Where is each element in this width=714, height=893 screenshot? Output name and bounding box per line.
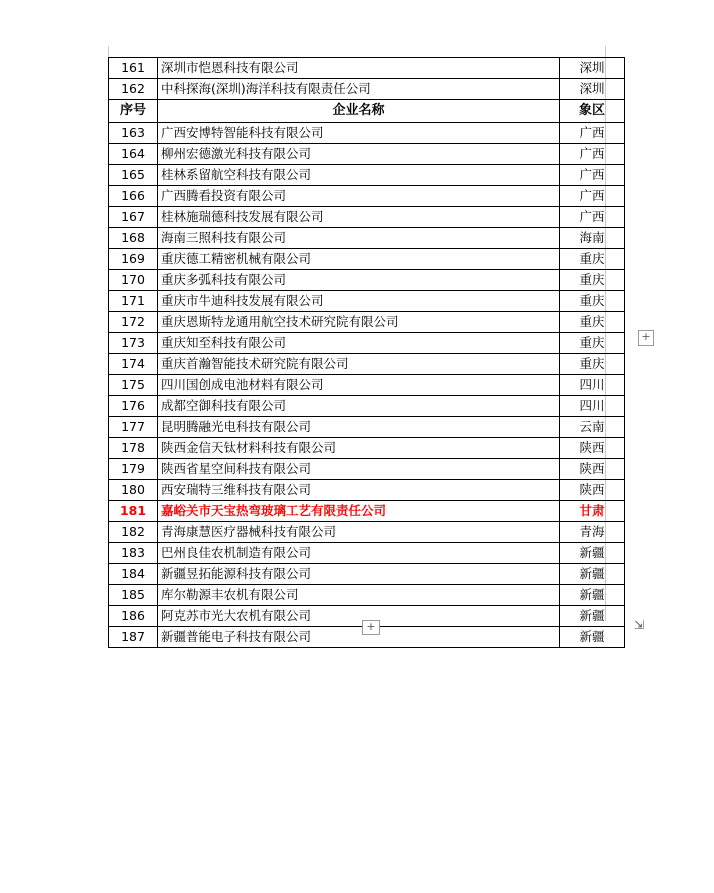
add-row-button[interactable]: + (362, 620, 380, 635)
cell-company-name: 陕西金信天钛材料科技有限公司 (158, 438, 560, 459)
cell-index: 171 (109, 291, 158, 312)
table-row (109, 543, 625, 564)
table-row (109, 480, 625, 501)
cell-company-name: 中科探海(深圳)海洋科技有限责任公司 (158, 79, 560, 100)
cell-company-name: 重庆首瀚智能技术研究院有限公司 (158, 354, 560, 375)
company-list-table (108, 57, 625, 648)
cell-region: 云南 (560, 417, 625, 438)
cell-index: 167 (109, 207, 158, 228)
company-list-table-wrapper (108, 57, 605, 648)
table-row (109, 438, 625, 459)
cell-index: 181 (109, 501, 158, 522)
cell-index: 186 (109, 606, 158, 627)
cell-index: 170 (109, 270, 158, 291)
cell-company-name: 重庆多弧科技有限公司 (158, 270, 560, 291)
cell-region: 重庆 (560, 312, 625, 333)
cell-company-name: 四川国创成电池材料有限公司 (158, 375, 560, 396)
table-row (109, 144, 625, 165)
cell-index: 162 (109, 79, 158, 100)
cell-region: 四川 (560, 396, 625, 417)
cell-index: 165 (109, 165, 158, 186)
cell-region: 重庆 (560, 333, 625, 354)
table-resize-handle[interactable]: ⇲ (633, 618, 645, 632)
cell-index: 169 (109, 249, 158, 270)
cell-region: 新疆 (560, 564, 625, 585)
cell-company-name: 重庆市牛迪科技发展有限公司 (158, 291, 560, 312)
cell-region: 青海 (560, 522, 625, 543)
table-row (109, 501, 625, 522)
table-row (109, 207, 625, 228)
cell-region: 深圳 (560, 79, 625, 100)
table-row (109, 291, 625, 312)
table-row (109, 396, 625, 417)
cell-region: 海南 (560, 228, 625, 249)
cell-region: 重庆 (560, 249, 625, 270)
table-row (109, 522, 625, 543)
cell-company-name: 桂林系留航空科技有限公司 (158, 165, 560, 186)
table-row (109, 249, 625, 270)
cell-region: 新疆 (560, 606, 625, 627)
cell-region: 新疆 (560, 543, 625, 564)
cell-company-name: 深圳市恺恩科技有限公司 (158, 58, 560, 79)
cell-index: 163 (109, 123, 158, 144)
cell-region: 广西 (560, 123, 625, 144)
table-row (109, 333, 625, 354)
cell-region: 四川 (560, 375, 625, 396)
cell-company-name: 西安瑞特三维科技有限公司 (158, 480, 560, 501)
cell-company-name: 柳州宏德激光科技有限公司 (158, 144, 560, 165)
cell-company-name: 广西腾看投资有限公司 (158, 186, 560, 207)
cell-region: 深圳 (560, 58, 625, 79)
cell-company-name: 阿克苏市光大农机有限公司 (158, 606, 560, 627)
table-row (109, 79, 625, 100)
table-row (109, 459, 625, 480)
cell-company-name: 成都空御科技有限公司 (158, 396, 560, 417)
cell-index: 182 (109, 522, 158, 543)
cell-index: 166 (109, 186, 158, 207)
cell-company-name: 海南三照科技有限公司 (158, 228, 560, 249)
table-row (109, 354, 625, 375)
cell-index: 180 (109, 480, 158, 501)
cell-region: 新疆 (560, 627, 625, 648)
cell-company-name: 嘉峪关市天宝热弯玻璃工艺有限责任公司 (158, 501, 560, 522)
cell-company-name: 新疆昱拓能源科技有限公司 (158, 564, 560, 585)
cell-region: 陕西 (560, 438, 625, 459)
cell-company-name: 库尔勒源丰农机有限公司 (158, 585, 560, 606)
cell-region: 重庆 (560, 354, 625, 375)
cell-index: 173 (109, 333, 158, 354)
table-row (109, 228, 625, 249)
cell-region: 重庆 (560, 291, 625, 312)
cell-company-name: 桂林施瑞德科技发展有限公司 (158, 207, 560, 228)
cell-index: 187 (109, 627, 158, 648)
table-header-row (109, 100, 625, 123)
header-index: 序号 (109, 100, 158, 123)
cell-region: 广西 (560, 207, 625, 228)
cell-company-name: 昆明腾融光电科技有限公司 (158, 417, 560, 438)
table-row (109, 585, 625, 606)
cell-index: 168 (109, 228, 158, 249)
header-company-name: 企业名称 (158, 100, 560, 123)
table-row (109, 564, 625, 585)
cell-index: 177 (109, 417, 158, 438)
cell-region: 甘肃 (560, 501, 625, 522)
cell-company-name: 重庆恩斯特龙通用航空技术研究院有限公司 (158, 312, 560, 333)
table-row (109, 375, 625, 396)
cell-index: 183 (109, 543, 158, 564)
cell-region: 广西 (560, 165, 625, 186)
cell-company-name: 新疆普能电子科技有限公司 (158, 627, 560, 648)
cell-index: 161 (109, 58, 158, 79)
cell-company-name: 青海康慧医疗器械科技有限公司 (158, 522, 560, 543)
cell-region: 重庆 (560, 270, 625, 291)
cell-index: 176 (109, 396, 158, 417)
table-row (109, 165, 625, 186)
cell-company-name: 重庆德工精密机械有限公司 (158, 249, 560, 270)
cell-index: 184 (109, 564, 158, 585)
table-row (109, 270, 625, 291)
table-row (109, 58, 625, 79)
cell-index: 174 (109, 354, 158, 375)
add-column-button[interactable]: + (638, 330, 654, 346)
cell-index: 185 (109, 585, 158, 606)
cell-index: 175 (109, 375, 158, 396)
table-row (109, 312, 625, 333)
cell-index: 172 (109, 312, 158, 333)
cell-index: 179 (109, 459, 158, 480)
cell-region: 陕西 (560, 459, 625, 480)
table-body (109, 58, 625, 648)
cell-region: 陕西 (560, 480, 625, 501)
header-region: 象区 (560, 100, 625, 123)
cell-region: 新疆 (560, 585, 625, 606)
table-row (109, 186, 625, 207)
cell-region: 广西 (560, 186, 625, 207)
table-row (109, 417, 625, 438)
cell-index: 178 (109, 438, 158, 459)
cell-region: 广西 (560, 144, 625, 165)
cell-company-name: 巴州良佳农机制造有限公司 (158, 543, 560, 564)
cell-company-name: 陕西省星空间科技有限公司 (158, 459, 560, 480)
cell-company-name: 广西安博特智能科技有限公司 (158, 123, 560, 144)
cell-company-name: 重庆知至科技有限公司 (158, 333, 560, 354)
cell-index: 164 (109, 144, 158, 165)
table-row (109, 123, 625, 144)
